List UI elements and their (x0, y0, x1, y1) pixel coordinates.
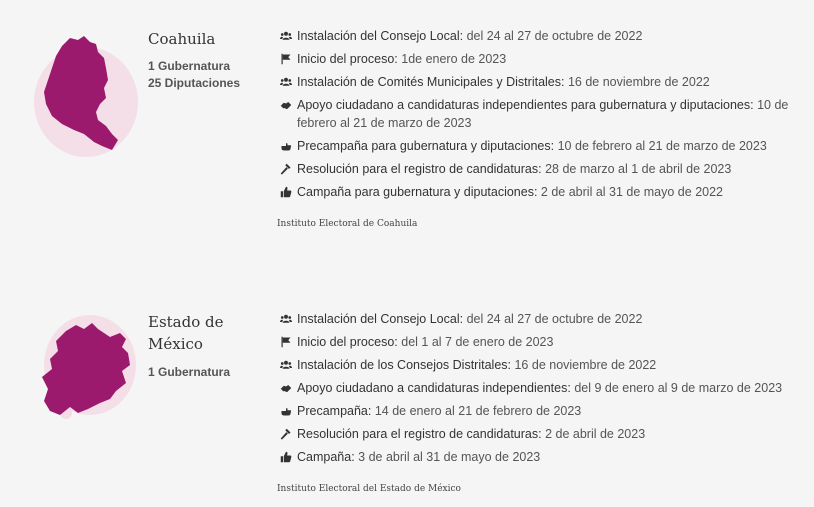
event-label: Apoyo ciudadano a candidaturas independientes: (297, 381, 571, 395)
timeline-item (277, 73, 797, 91)
event-value: 16 de noviembre de 2022 (567, 75, 710, 89)
event-value: 2 de abril al 31 de mayo de 2022 (540, 185, 723, 199)
institute-name: Instituto Electoral del Estado de México (277, 484, 461, 494)
people-icon (277, 73, 295, 91)
event-value: del 24 al 27 de octubre de 2022 (466, 312, 643, 326)
handshake-icon (277, 96, 295, 114)
positions-list (148, 58, 268, 92)
institute-name: Instituto Electoral de Coahuila (277, 219, 418, 229)
timeline-item (277, 50, 797, 68)
timeline-item (277, 425, 797, 443)
positions-list (148, 364, 268, 381)
gavel-icon (277, 425, 295, 443)
timeline-item (277, 310, 797, 328)
timeline-item (277, 183, 797, 201)
people-icon (277, 27, 295, 45)
event-value: del 9 de enero al 9 de marzo de 2023 (574, 381, 783, 395)
timeline-item (277, 379, 797, 397)
timeline-list (277, 27, 797, 206)
event-label: Instalación del Consejo Local: (297, 29, 464, 43)
state-name: Coahuila (148, 30, 216, 48)
event-label: Instalación del Consejo Local: (297, 312, 464, 326)
hand-point-icon (277, 137, 295, 155)
event-value: 10 de febrero al 21 de marzo de 2023 (557, 139, 767, 153)
event-label: Inicio del proceso: (297, 335, 398, 349)
handshake-icon (277, 379, 295, 397)
event-label: Precampaña para gubernatura y diputaciones: (297, 139, 555, 153)
event-value: 1de enero de 2023 (401, 52, 507, 66)
event-label: Precampaña: (297, 404, 372, 418)
event-label: Apoyo ciudadano a candidaturas independientes para gubernatura y diputaciones: (297, 98, 754, 112)
state-section-estado-de-mexico (0, 283, 814, 507)
event-value: 3 de abril al 31 de mayo de 2023 (358, 450, 541, 464)
timeline-list (277, 310, 797, 471)
event-label: Resolución para el registro de candidaturas: (297, 162, 542, 176)
event-value: del 1 al 7 de enero de 2023 (401, 335, 554, 349)
coahuila-map (26, 30, 138, 160)
position-item: 1 Gubernatura (148, 365, 231, 379)
event-label: Resolución para el registro de candidaturas: (297, 427, 542, 441)
estado-de-mexico-map (26, 303, 138, 433)
event-label: Campaña para gubernatura y diputaciones: (297, 185, 538, 199)
timeline-item (277, 96, 797, 132)
gavel-icon (277, 160, 295, 178)
hand-point-icon (277, 402, 295, 420)
position-item: 1 Gubernatura (148, 59, 231, 73)
event-value: 10 de febrero al 21 de marzo de 2023 (297, 98, 789, 130)
event-value: 14 de enero al 21 de febrero de 2023 (374, 404, 582, 418)
timeline-item (277, 333, 797, 351)
event-value: 28 de marzo al 1 de abril de 2023 (545, 162, 732, 176)
event-value: 16 de noviembre de 2022 (514, 358, 657, 372)
timeline-item (277, 27, 797, 45)
thumbs-up-icon (277, 448, 295, 466)
event-value: del 24 al 27 de octubre de 2022 (466, 29, 643, 43)
event-label: Inicio del proceso: (297, 52, 398, 66)
timeline-item (277, 137, 797, 155)
event-label: Instalación de los Consejos Distritales: (297, 358, 511, 372)
event-value: 2 de abril de 2023 (545, 427, 646, 441)
people-icon (277, 310, 295, 328)
timeline-item (277, 356, 797, 374)
timeline-item (277, 402, 797, 420)
event-label: Campaña: (297, 450, 355, 464)
position-item: 25 Diputaciones (148, 76, 241, 90)
thumbs-up-icon (277, 183, 295, 201)
people-icon (277, 356, 295, 374)
state-name: Estado de México (148, 313, 224, 353)
event-label: Instalación de Comités Municipales y Distritales: (297, 75, 565, 89)
flag-icon (277, 333, 295, 351)
flag-icon (277, 50, 295, 68)
timeline-item (277, 448, 797, 466)
timeline-item (277, 160, 797, 178)
state-section-coahuila (0, 0, 814, 250)
